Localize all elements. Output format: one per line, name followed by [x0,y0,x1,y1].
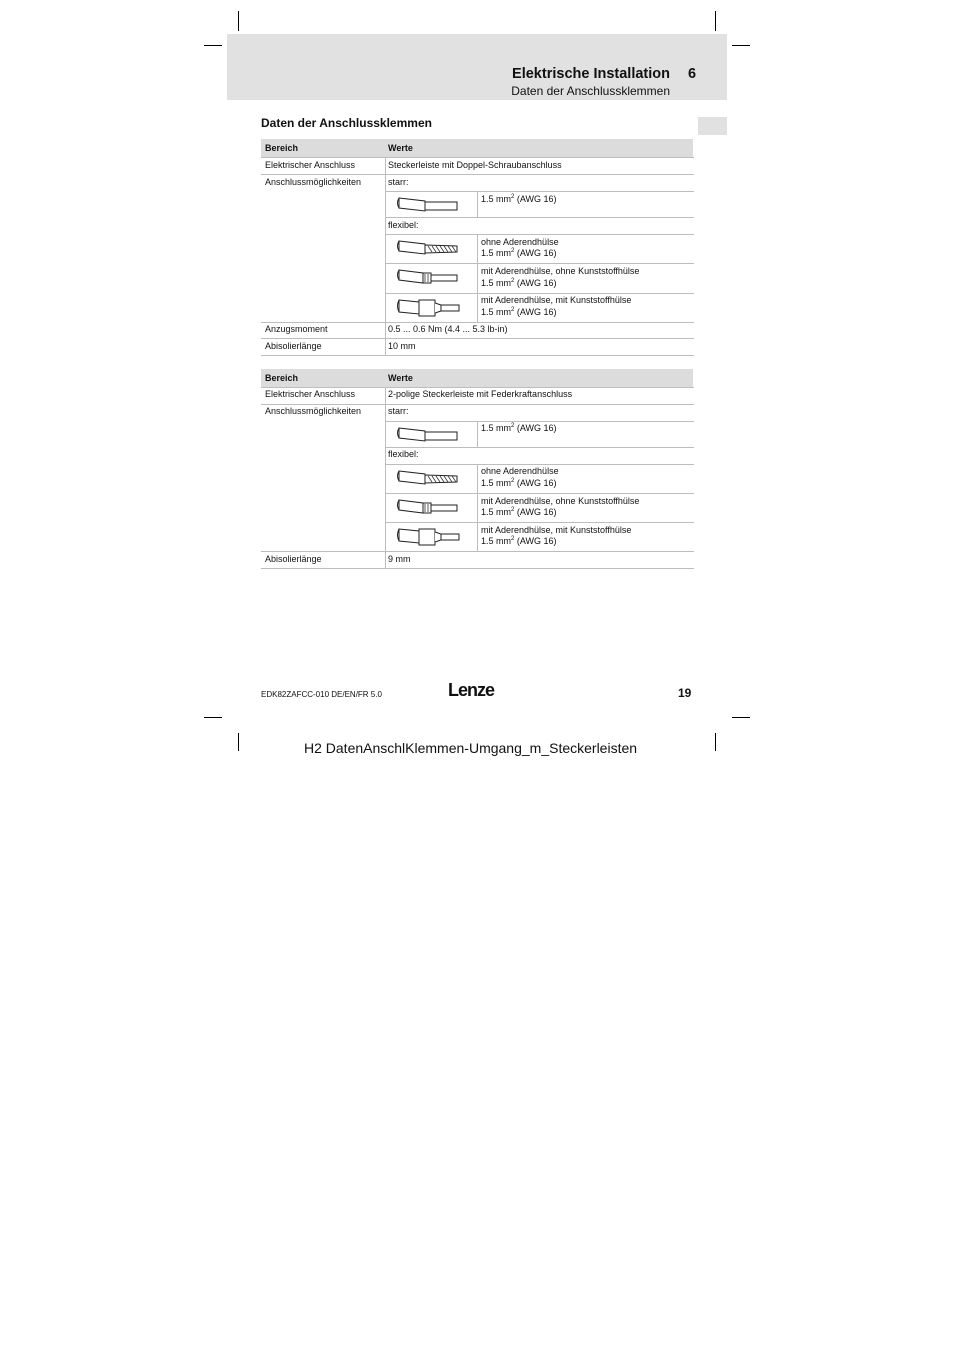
table2-header [261,369,693,387]
cross-section-value: 1.5 mm [481,478,512,488]
crop-mark [238,11,239,31]
table1-flexibel: flexibel: [388,220,419,230]
table2-flex3-desc: mit Aderendhülse, mit Kunststoffhülse [481,525,632,535]
table1-flex3-value [481,307,557,318]
table2-col-bereich: Bereich [265,373,299,383]
table1-col-divider [385,157,386,355]
awg-value: (AWG 16) [514,478,557,488]
cross-section-value: 1.5 mm [481,194,512,204]
wire-ferrule-icon [395,266,463,290]
table1-flex2-desc: mit Aderendhülse, ohne Kunststoffhülse [481,266,640,276]
table1-flex3-desc: mit Aderendhülse, mit Kunststoffhülse [481,295,632,305]
cross-section-value: 1.5 mm [481,423,512,433]
cross-section-unit-exp: 2 [511,194,515,200]
cross-section-value: 1.5 mm [481,536,512,546]
table1-starr: starr: [388,177,409,187]
awg-value: (AWG 16) [514,423,557,433]
awg-value: (AWG 16) [514,536,557,546]
section-title: Daten der Anschlussklemmen [261,116,432,130]
awg-value: (AWG 16) [514,194,557,204]
cross-section-value: 1.5 mm [481,278,512,288]
cross-section-unit-exp: 2 [511,307,515,313]
table1-moeglich-label: Anschlussmöglichkeiten [265,177,362,187]
awg-value: (AWG 16) [514,278,557,288]
awg-value: (AWG 16) [514,507,557,517]
table2-sub-divider [477,464,478,551]
wire-rigid-icon [395,424,463,446]
table2-flex2-value [481,507,557,518]
lenze-logo: Lenze [448,680,495,700]
table1-anschluss-label: Elektrischer Anschluss [265,160,356,170]
table2-row-line [261,551,694,552]
table2-moeglich-label: Anschlussmöglichkeiten [265,406,362,416]
chapter-tab [698,117,727,135]
table2-col-divider [385,387,386,568]
table2-row-line [386,447,694,448]
table2-col-werte: Werte [388,373,413,383]
table2-abisolier-value: 9 mm [388,554,411,564]
table1-row-line [386,234,694,235]
cross-section-unit-exp: 2 [511,423,515,429]
table2-row-line [386,421,694,422]
chapter-number: 6 [688,66,697,82]
crop-mark [204,45,222,46]
table1-sub-divider [477,234,478,322]
wire-flexible-icon [395,237,463,259]
table1-abisolier-value: 10 mm [388,341,416,351]
chapter-subtitle: Daten der Anschlussklemmen [511,84,670,98]
table1-flex1-desc: ohne Aderendhülse [481,237,559,247]
table1-row-line [386,191,694,192]
cross-section-value: 1.5 mm [481,307,512,317]
table2-row-line [261,387,694,388]
table1-row-line [386,217,694,218]
table2-flexibel: flexibel: [388,449,419,459]
table2-abisolier-label: Abisolierlänge [265,554,322,564]
wire-ferrule-collar-icon [395,296,463,320]
table2-flex3-value [481,536,557,547]
table1-flex1-value [481,248,557,259]
crop-mark [715,11,716,31]
table1-row-line [386,293,694,294]
crop-mark [732,45,750,46]
table2-sub-divider [477,421,478,447]
table2-row-line [261,568,694,569]
table2-flex1-desc: ohne Aderendhülse [481,466,559,476]
page-caption: H2 DatenAnschlKlemmen-Umgang_m_Steckerleisten [304,740,638,756]
wire-rigid-icon [395,194,463,216]
crop-mark [238,733,239,751]
document-id: EDK82ZAFCC-010 DE/EN/FR 5.0 [261,690,382,699]
cross-section-unit-exp: 2 [511,248,515,254]
cross-section-unit-exp: 2 [511,478,515,484]
cross-section-unit-exp: 2 [511,536,515,542]
table2-row-line [386,493,694,494]
chapter-title: Elektrische Installation [512,66,670,82]
table1-moment-label: Anzugsmoment [265,324,328,334]
table2-starr: starr: [388,406,409,416]
table1-row-line [386,263,694,264]
table1-starr-value [481,194,557,205]
table1-header [261,139,693,157]
awg-value: (AWG 16) [514,307,557,317]
table1-row-line [261,338,694,339]
table2-row-line [386,464,694,465]
table1-row-line [261,355,694,356]
crop-mark [715,733,716,751]
cross-section-unit-exp: 2 [511,507,515,513]
table2-flex2-desc: mit Aderendhülse, ohne Kunststoffhülse [481,496,640,506]
awg-value: (AWG 16) [514,248,557,258]
table2-anschluss-label: Elektrischer Anschluss [265,389,356,399]
table2-starr-value [481,423,557,434]
table1-row-line [261,322,694,323]
table1-moment-value: 0.5 ... 0.6 Nm (4.4 ... 5.3 lb-in) [388,324,508,334]
table1-col-werte: Werte [388,143,413,153]
table1-row-line [261,157,694,158]
table1-col-bereich: Bereich [265,143,299,153]
wire-ferrule-collar-icon [395,525,463,549]
table1-abisolier-label: Abisolierlänge [265,341,322,351]
table1-anschluss-value: Steckerleiste mit Doppel-Schraubanschluss [388,160,562,170]
table1-flex2-value [481,278,557,289]
page-number: 19 [678,686,692,700]
wire-flexible-icon [395,467,463,489]
table1-sub-divider [477,191,478,217]
cross-section-unit-exp: 2 [511,278,515,284]
cross-section-value: 1.5 mm [481,507,512,517]
wire-ferrule-icon [395,496,463,520]
table2-row-line [261,404,694,405]
table2-row-line [386,522,694,523]
cross-section-value: 1.5 mm [481,248,512,258]
crop-mark [204,717,222,718]
table2-anschluss-value: 2-polige Steckerleiste mit Federkraftanschluss [388,389,573,399]
table1-row-line [261,174,694,175]
crop-mark [732,717,750,718]
table2-flex1-value [481,478,557,489]
